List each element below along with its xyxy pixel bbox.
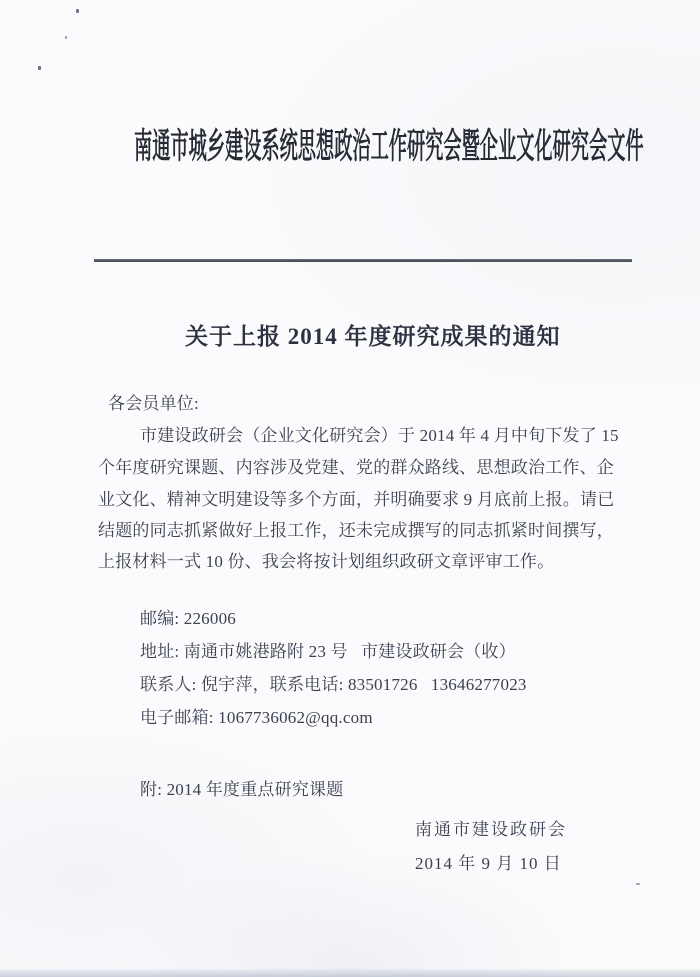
body-paragraph-line: 业文化、精神文明建设等多个方面，并明确要求 9 月底前上报。请已 [98, 490, 615, 509]
attachment-note: 附: 2014 年度重点研究课题 [140, 780, 344, 799]
body-paragraph-line: 结题的同志抓紧做好上报工作，还未完成撰写的同志抓紧时间撰写， [98, 521, 614, 540]
letterhead-title-text: 南通市城乡建设系统思想政治工作研究会暨企业文化研究会文件 [134, 127, 644, 166]
issuer-signature: 南通市建设政研会 [415, 820, 567, 839]
body-paragraph-line: 个年度研究课题、内容涉及党建、党的群众路线、思想政治工作、企 [98, 458, 614, 477]
scan-edge-shadow [0, 969, 700, 977]
contact-person-phone: 联系人: 倪宇萍，联系电话: 83501726 13646277023 [140, 675, 527, 694]
scan-speck [65, 36, 67, 39]
notice-title: 关于上报 2014 年度研究成果的通知 [185, 324, 561, 349]
letterhead-title [118, 101, 700, 166]
issue-date: 2014 年 9 月 10 日 [415, 854, 562, 873]
body-paragraph-line: 市建设政研会（企业文化研究会）于 2014 年 4 月中旬下发了 15 [140, 426, 619, 445]
contact-address: 地址: 南通市姚港路附 23 号 市建设政研会（收） [140, 642, 516, 661]
scan-speck [76, 9, 79, 13]
salutation: 各会员单位: [108, 394, 199, 413]
divider-rule [94, 259, 632, 262]
contact-postal-code: 邮编: 226006 [140, 609, 236, 628]
contact-email: 电子邮箱: 1067736062@qq.com [140, 708, 373, 727]
scan-speck [636, 883, 640, 885]
body-paragraph-line: 上报材料一式 10 份、我会将按计划组织政研文章评审工作。 [98, 552, 555, 571]
scan-speck [38, 66, 41, 70]
